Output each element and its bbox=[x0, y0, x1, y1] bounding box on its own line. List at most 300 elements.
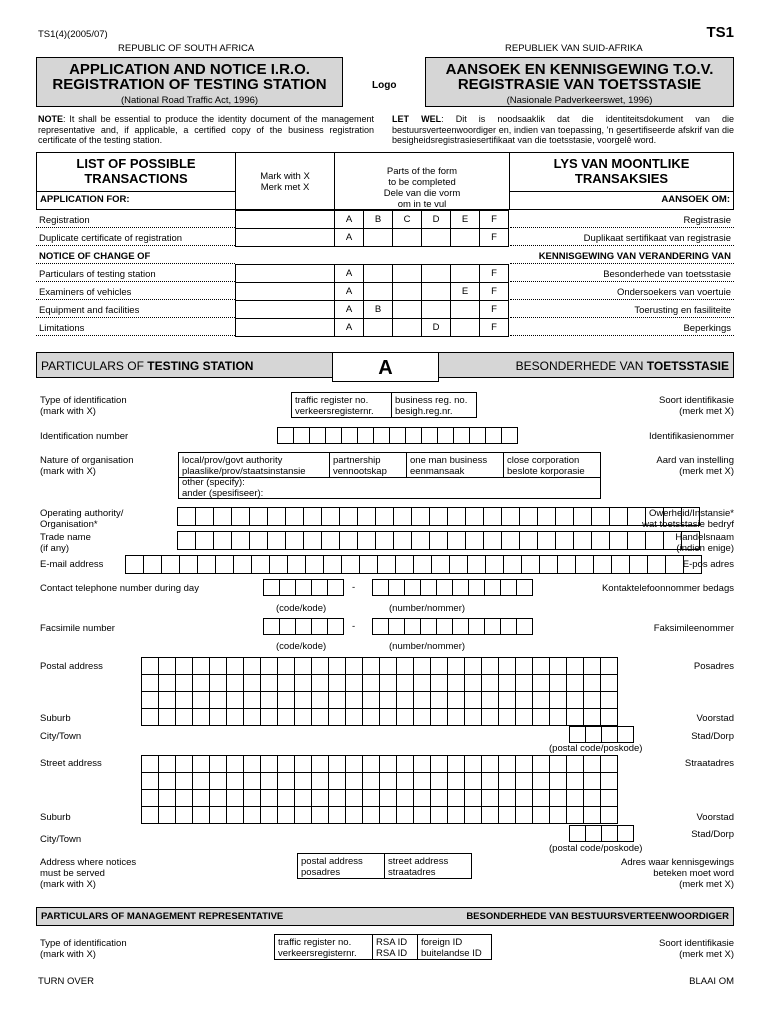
char-box[interactable] bbox=[396, 674, 414, 692]
char-box[interactable] bbox=[345, 674, 363, 692]
char-box[interactable] bbox=[277, 657, 295, 675]
char-box[interactable] bbox=[413, 555, 432, 574]
char-box[interactable] bbox=[260, 657, 278, 675]
char-box[interactable] bbox=[430, 657, 448, 675]
char-box[interactable] bbox=[226, 806, 244, 824]
char-box[interactable] bbox=[362, 772, 380, 790]
char-box[interactable] bbox=[345, 772, 363, 790]
char-box[interactable] bbox=[192, 674, 210, 692]
char-box[interactable] bbox=[481, 755, 499, 773]
char-box[interactable] bbox=[215, 555, 234, 574]
char-box[interactable] bbox=[537, 507, 556, 526]
char-box[interactable] bbox=[303, 531, 322, 550]
char-box[interactable] bbox=[260, 789, 278, 807]
char-box[interactable] bbox=[593, 555, 612, 574]
char-box[interactable] bbox=[447, 755, 465, 773]
char-box[interactable] bbox=[469, 427, 486, 444]
char-box[interactable] bbox=[277, 708, 295, 726]
fax-number-boxes[interactable] bbox=[372, 618, 532, 635]
char-box[interactable] bbox=[395, 555, 414, 574]
char-box[interactable] bbox=[175, 657, 193, 675]
char-box[interactable] bbox=[294, 674, 312, 692]
address-line[interactable] bbox=[141, 691, 617, 709]
transaction-mark-box[interactable] bbox=[235, 300, 335, 319]
char-box[interactable] bbox=[263, 618, 280, 635]
char-box[interactable] bbox=[161, 555, 180, 574]
char-box[interactable] bbox=[447, 674, 465, 692]
char-box[interactable] bbox=[321, 507, 340, 526]
char-box[interactable] bbox=[498, 657, 516, 675]
other-specify-field[interactable]: other (specify): ander (spesifiseer): bbox=[178, 477, 601, 499]
char-box[interactable] bbox=[583, 806, 601, 824]
char-box[interactable] bbox=[413, 789, 431, 807]
char-box[interactable] bbox=[277, 674, 295, 692]
char-box[interactable] bbox=[611, 555, 630, 574]
char-box[interactable] bbox=[267, 531, 286, 550]
char-box[interactable] bbox=[263, 579, 280, 596]
char-box[interactable] bbox=[362, 691, 380, 709]
char-box[interactable] bbox=[339, 507, 358, 526]
char-box[interactable] bbox=[311, 708, 329, 726]
char-box[interactable] bbox=[501, 531, 520, 550]
char-box[interactable] bbox=[249, 531, 268, 550]
char-box[interactable] bbox=[575, 555, 594, 574]
char-box[interactable] bbox=[197, 555, 216, 574]
char-box[interactable] bbox=[566, 708, 584, 726]
char-box[interactable] bbox=[158, 772, 176, 790]
char-box[interactable] bbox=[468, 618, 485, 635]
char-box[interactable] bbox=[566, 772, 584, 790]
char-box[interactable] bbox=[413, 691, 431, 709]
char-box[interactable] bbox=[447, 789, 465, 807]
char-box[interactable] bbox=[311, 691, 329, 709]
char-box[interactable] bbox=[537, 531, 556, 550]
char-box[interactable] bbox=[411, 507, 430, 526]
char-box[interactable] bbox=[192, 789, 210, 807]
char-box[interactable] bbox=[260, 755, 278, 773]
char-box[interactable] bbox=[260, 806, 278, 824]
char-box[interactable] bbox=[327, 579, 344, 596]
char-box[interactable] bbox=[481, 789, 499, 807]
char-box[interactable] bbox=[311, 772, 329, 790]
transaction-mark-box[interactable] bbox=[235, 264, 335, 283]
char-box[interactable] bbox=[601, 825, 618, 842]
char-box[interactable] bbox=[267, 507, 286, 526]
char-box[interactable] bbox=[269, 555, 288, 574]
char-box[interactable] bbox=[600, 789, 618, 807]
char-box[interactable] bbox=[503, 555, 522, 574]
char-box[interactable] bbox=[226, 657, 244, 675]
char-box[interactable] bbox=[328, 674, 346, 692]
char-box[interactable] bbox=[393, 507, 412, 526]
char-box[interactable] bbox=[465, 507, 484, 526]
char-box[interactable] bbox=[549, 772, 567, 790]
char-box[interactable] bbox=[141, 674, 159, 692]
char-box[interactable] bbox=[515, 657, 533, 675]
char-box[interactable] bbox=[396, 789, 414, 807]
char-box[interactable] bbox=[464, 806, 482, 824]
char-box[interactable] bbox=[379, 806, 397, 824]
char-box[interactable] bbox=[209, 657, 227, 675]
char-box[interactable] bbox=[498, 691, 516, 709]
identification-number-boxes[interactable] bbox=[277, 427, 517, 444]
char-box[interactable] bbox=[585, 726, 602, 743]
contact-code-boxes[interactable] bbox=[263, 579, 343, 596]
char-box[interactable] bbox=[481, 674, 499, 692]
char-box[interactable] bbox=[327, 618, 344, 635]
char-box[interactable] bbox=[485, 427, 502, 444]
char-box[interactable] bbox=[600, 674, 618, 692]
char-box[interactable] bbox=[430, 708, 448, 726]
char-box[interactable] bbox=[583, 708, 601, 726]
char-box[interactable] bbox=[430, 806, 448, 824]
char-box[interactable] bbox=[293, 427, 310, 444]
char-box[interactable] bbox=[311, 674, 329, 692]
business-reg-option[interactable]: business reg. no. besigh.reg.nr. bbox=[391, 392, 477, 418]
char-box[interactable] bbox=[209, 772, 227, 790]
char-box[interactable] bbox=[141, 657, 159, 675]
char-box[interactable] bbox=[345, 755, 363, 773]
char-box[interactable] bbox=[243, 708, 261, 726]
char-box[interactable] bbox=[515, 789, 533, 807]
char-box[interactable] bbox=[311, 618, 328, 635]
char-box[interactable] bbox=[357, 507, 376, 526]
char-box[interactable] bbox=[213, 531, 232, 550]
char-box[interactable] bbox=[549, 755, 567, 773]
char-box[interactable] bbox=[447, 657, 465, 675]
char-box[interactable] bbox=[629, 555, 648, 574]
char-box[interactable] bbox=[467, 555, 486, 574]
char-box[interactable] bbox=[175, 772, 193, 790]
char-box[interactable] bbox=[158, 708, 176, 726]
char-box[interactable] bbox=[617, 726, 634, 743]
char-box[interactable] bbox=[481, 691, 499, 709]
char-box[interactable] bbox=[393, 531, 412, 550]
char-box[interactable] bbox=[600, 708, 618, 726]
char-box[interactable] bbox=[404, 579, 421, 596]
char-box[interactable] bbox=[388, 618, 405, 635]
char-box[interactable] bbox=[328, 691, 346, 709]
char-box[interactable] bbox=[277, 789, 295, 807]
char-box[interactable] bbox=[192, 657, 210, 675]
char-box[interactable] bbox=[566, 657, 584, 675]
char-box[interactable] bbox=[500, 579, 517, 596]
char-box[interactable] bbox=[375, 507, 394, 526]
char-box[interactable] bbox=[362, 674, 380, 692]
transaction-mark-box[interactable] bbox=[235, 228, 335, 247]
char-box[interactable] bbox=[555, 507, 574, 526]
char-box[interactable] bbox=[519, 507, 538, 526]
char-box[interactable] bbox=[141, 755, 159, 773]
char-box[interactable] bbox=[483, 531, 502, 550]
address-line[interactable] bbox=[141, 674, 617, 692]
char-box[interactable] bbox=[600, 772, 618, 790]
postal-code-boxes[interactable] bbox=[569, 726, 633, 743]
mgmt-foreign-option[interactable]: foreign ID buitelandse ID bbox=[417, 934, 492, 960]
char-box[interactable] bbox=[294, 708, 312, 726]
char-box[interactable] bbox=[226, 674, 244, 692]
char-box[interactable] bbox=[328, 755, 346, 773]
char-box[interactable] bbox=[396, 772, 414, 790]
char-box[interactable] bbox=[583, 691, 601, 709]
char-box[interactable] bbox=[359, 555, 378, 574]
char-box[interactable] bbox=[362, 789, 380, 807]
char-box[interactable] bbox=[141, 708, 159, 726]
char-box[interactable] bbox=[430, 772, 448, 790]
char-box[interactable] bbox=[294, 657, 312, 675]
char-box[interactable] bbox=[141, 691, 159, 709]
char-box[interactable] bbox=[516, 579, 533, 596]
address-line[interactable] bbox=[141, 657, 617, 675]
operating-authority-boxes[interactable] bbox=[177, 507, 699, 526]
char-box[interactable] bbox=[484, 579, 501, 596]
char-box[interactable] bbox=[481, 772, 499, 790]
char-box[interactable] bbox=[388, 579, 405, 596]
char-box[interactable] bbox=[485, 555, 504, 574]
char-box[interactable] bbox=[591, 531, 610, 550]
char-box[interactable] bbox=[583, 674, 601, 692]
char-box[interactable] bbox=[294, 789, 312, 807]
char-box[interactable] bbox=[328, 657, 346, 675]
char-box[interactable] bbox=[532, 772, 550, 790]
char-box[interactable] bbox=[158, 789, 176, 807]
contact-number-boxes[interactable] bbox=[372, 579, 532, 596]
transaction-mark-box[interactable] bbox=[235, 210, 335, 229]
char-box[interactable] bbox=[362, 755, 380, 773]
traffic-register-option[interactable]: traffic register no. verkeersregisternr. bbox=[291, 392, 392, 418]
char-box[interactable] bbox=[379, 708, 397, 726]
char-box[interactable] bbox=[192, 708, 210, 726]
char-box[interactable] bbox=[345, 691, 363, 709]
char-box[interactable] bbox=[583, 789, 601, 807]
char-box[interactable] bbox=[260, 674, 278, 692]
char-box[interactable] bbox=[429, 507, 448, 526]
char-box[interactable] bbox=[420, 618, 437, 635]
char-box[interactable] bbox=[557, 555, 576, 574]
char-box[interactable] bbox=[209, 789, 227, 807]
char-box[interactable] bbox=[294, 806, 312, 824]
char-box[interactable] bbox=[569, 726, 586, 743]
char-box[interactable] bbox=[243, 691, 261, 709]
char-box[interactable] bbox=[501, 507, 520, 526]
char-box[interactable] bbox=[396, 755, 414, 773]
char-box[interactable] bbox=[243, 674, 261, 692]
char-box[interactable] bbox=[549, 657, 567, 675]
char-box[interactable] bbox=[515, 691, 533, 709]
char-box[interactable] bbox=[411, 531, 430, 550]
char-box[interactable] bbox=[195, 507, 214, 526]
char-box[interactable] bbox=[379, 657, 397, 675]
char-box[interactable] bbox=[243, 789, 261, 807]
char-box[interactable] bbox=[498, 806, 516, 824]
char-box[interactable] bbox=[405, 427, 422, 444]
char-box[interactable] bbox=[566, 691, 584, 709]
char-box[interactable] bbox=[566, 755, 584, 773]
char-box[interactable] bbox=[569, 825, 586, 842]
char-box[interactable] bbox=[549, 674, 567, 692]
char-box[interactable] bbox=[498, 708, 516, 726]
char-box[interactable] bbox=[328, 806, 346, 824]
char-box[interactable] bbox=[396, 806, 414, 824]
char-box[interactable] bbox=[549, 806, 567, 824]
address-line[interactable] bbox=[141, 708, 617, 726]
char-box[interactable] bbox=[177, 507, 196, 526]
char-box[interactable] bbox=[617, 825, 634, 842]
one-man-business-option[interactable]: one man business eenmansaak bbox=[406, 452, 504, 478]
char-box[interactable] bbox=[158, 755, 176, 773]
char-box[interactable] bbox=[233, 555, 252, 574]
char-box[interactable] bbox=[325, 427, 342, 444]
char-box[interactable] bbox=[501, 427, 518, 444]
char-box[interactable] bbox=[231, 507, 250, 526]
address-line[interactable] bbox=[141, 772, 617, 790]
char-box[interactable] bbox=[311, 806, 329, 824]
char-box[interactable] bbox=[464, 755, 482, 773]
char-box[interactable] bbox=[243, 657, 261, 675]
char-box[interactable] bbox=[483, 507, 502, 526]
char-box[interactable] bbox=[566, 674, 584, 692]
char-box[interactable] bbox=[583, 772, 601, 790]
char-box[interactable] bbox=[566, 789, 584, 807]
street-postal-code-boxes[interactable] bbox=[569, 825, 633, 842]
char-box[interactable] bbox=[175, 674, 193, 692]
char-box[interactable] bbox=[341, 427, 358, 444]
char-box[interactable] bbox=[555, 531, 574, 550]
char-box[interactable] bbox=[177, 531, 196, 550]
char-box[interactable] bbox=[209, 806, 227, 824]
char-box[interactable] bbox=[591, 507, 610, 526]
notices-street-option[interactable]: street address straatadres bbox=[384, 853, 472, 879]
char-box[interactable] bbox=[465, 531, 484, 550]
char-box[interactable] bbox=[321, 531, 340, 550]
char-box[interactable] bbox=[295, 618, 312, 635]
close-corporation-option[interactable]: close corporation beslote korporasie bbox=[503, 452, 601, 478]
char-box[interactable] bbox=[498, 755, 516, 773]
char-box[interactable] bbox=[498, 674, 516, 692]
char-box[interactable] bbox=[464, 674, 482, 692]
char-box[interactable] bbox=[515, 772, 533, 790]
char-box[interactable] bbox=[481, 708, 499, 726]
char-box[interactable] bbox=[277, 806, 295, 824]
char-box[interactable] bbox=[583, 755, 601, 773]
char-box[interactable] bbox=[515, 755, 533, 773]
char-box[interactable] bbox=[209, 674, 227, 692]
char-box[interactable] bbox=[549, 691, 567, 709]
char-box[interactable] bbox=[452, 618, 469, 635]
char-box[interactable] bbox=[158, 806, 176, 824]
char-box[interactable] bbox=[464, 691, 482, 709]
char-box[interactable] bbox=[609, 531, 628, 550]
char-box[interactable] bbox=[430, 691, 448, 709]
char-box[interactable] bbox=[141, 772, 159, 790]
char-box[interactable] bbox=[549, 789, 567, 807]
char-box[interactable] bbox=[260, 691, 278, 709]
char-box[interactable] bbox=[430, 674, 448, 692]
char-box[interactable] bbox=[516, 618, 533, 635]
char-box[interactable] bbox=[279, 579, 296, 596]
char-box[interactable] bbox=[404, 618, 421, 635]
char-box[interactable] bbox=[209, 708, 227, 726]
address-line[interactable] bbox=[141, 806, 617, 824]
char-box[interactable] bbox=[447, 708, 465, 726]
char-box[interactable] bbox=[295, 579, 312, 596]
char-box[interactable] bbox=[158, 691, 176, 709]
char-box[interactable] bbox=[377, 555, 396, 574]
char-box[interactable] bbox=[573, 507, 592, 526]
char-box[interactable] bbox=[498, 772, 516, 790]
mgmt-rsa-option[interactable]: RSA ID RSA ID bbox=[372, 934, 418, 960]
char-box[interactable] bbox=[357, 531, 376, 550]
char-box[interactable] bbox=[345, 789, 363, 807]
char-box[interactable] bbox=[449, 555, 468, 574]
mgmt-traffic-option[interactable]: traffic register no. verkeersregisternr. bbox=[274, 934, 373, 960]
char-box[interactable] bbox=[532, 755, 550, 773]
char-box[interactable] bbox=[447, 772, 465, 790]
fax-code-boxes[interactable] bbox=[263, 618, 343, 635]
char-box[interactable] bbox=[532, 691, 550, 709]
char-box[interactable] bbox=[413, 708, 431, 726]
char-box[interactable] bbox=[226, 755, 244, 773]
char-box[interactable] bbox=[521, 555, 540, 574]
char-box[interactable] bbox=[481, 806, 499, 824]
char-box[interactable] bbox=[277, 427, 294, 444]
char-box[interactable] bbox=[515, 806, 533, 824]
char-box[interactable] bbox=[430, 789, 448, 807]
char-box[interactable] bbox=[251, 555, 270, 574]
local-authority-option[interactable]: local/prov/govt authority plaaslike/prov/staatsinstansie bbox=[178, 452, 330, 478]
char-box[interactable] bbox=[532, 806, 550, 824]
char-box[interactable] bbox=[226, 691, 244, 709]
char-box[interactable] bbox=[192, 691, 210, 709]
char-box[interactable] bbox=[175, 806, 193, 824]
char-box[interactable] bbox=[609, 507, 628, 526]
char-box[interactable] bbox=[328, 708, 346, 726]
char-box[interactable] bbox=[379, 772, 397, 790]
char-box[interactable] bbox=[515, 674, 533, 692]
char-box[interactable] bbox=[362, 806, 380, 824]
char-box[interactable] bbox=[294, 691, 312, 709]
char-box[interactable] bbox=[453, 427, 470, 444]
char-box[interactable] bbox=[396, 657, 414, 675]
char-box[interactable] bbox=[437, 427, 454, 444]
char-box[interactable] bbox=[430, 755, 448, 773]
address-line[interactable] bbox=[141, 789, 617, 807]
char-box[interactable] bbox=[498, 789, 516, 807]
partnership-option[interactable]: partnership vennootskap bbox=[329, 452, 407, 478]
char-box[interactable] bbox=[213, 507, 232, 526]
char-box[interactable] bbox=[141, 806, 159, 824]
char-box[interactable] bbox=[600, 691, 618, 709]
char-box[interactable] bbox=[294, 755, 312, 773]
char-box[interactable] bbox=[573, 531, 592, 550]
char-box[interactable] bbox=[532, 708, 550, 726]
char-box[interactable] bbox=[323, 555, 342, 574]
char-box[interactable] bbox=[277, 772, 295, 790]
char-box[interactable] bbox=[566, 806, 584, 824]
char-box[interactable] bbox=[436, 579, 453, 596]
char-box[interactable] bbox=[341, 555, 360, 574]
char-box[interactable] bbox=[285, 507, 304, 526]
char-box[interactable] bbox=[515, 708, 533, 726]
char-box[interactable] bbox=[294, 772, 312, 790]
char-box[interactable] bbox=[447, 691, 465, 709]
char-box[interactable] bbox=[464, 789, 482, 807]
char-box[interactable] bbox=[375, 531, 394, 550]
char-box[interactable] bbox=[396, 708, 414, 726]
char-box[interactable] bbox=[249, 507, 268, 526]
char-box[interactable] bbox=[413, 772, 431, 790]
char-box[interactable] bbox=[141, 789, 159, 807]
